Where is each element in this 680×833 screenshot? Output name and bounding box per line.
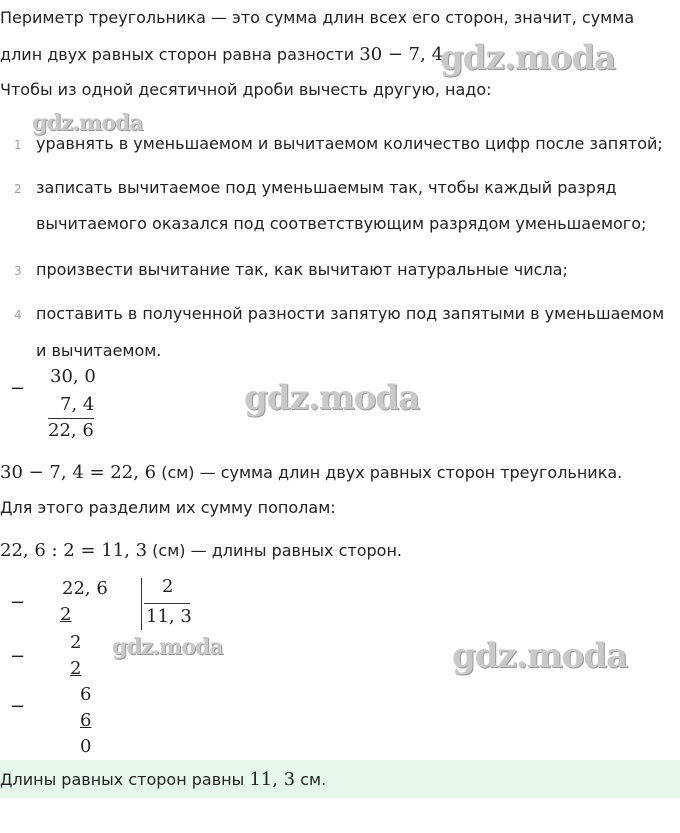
quotient: 11, 3 [146, 606, 192, 627]
division-bar [141, 578, 142, 630]
step-number: 4 [14, 308, 22, 322]
subtraction-line [48, 418, 94, 419]
partial-dividend: 2 [70, 632, 82, 653]
step-text: записать вычитаемое под уменьшаемым так, чтобы каждый разряд [36, 178, 617, 197]
step-text: и вычитаемом. [36, 341, 162, 360]
answer-text: Длины равных сторон равны [0, 770, 250, 789]
result-side-math: 22, 6 : 2 = 11, 3 [0, 540, 148, 561]
step-text: вычитаемого оказался под соответствующим разрядом уменьшаемого; [36, 214, 647, 233]
divisor-line [144, 603, 190, 604]
divisor: 2 [162, 576, 174, 597]
dividend: 22, 6 [62, 578, 108, 599]
step-text: поставить в полученной разности запятую под запятыми в уменьшаемом [36, 304, 665, 323]
answer-math: 11, 3 [249, 769, 296, 790]
subtrahend: 7, 4 [60, 394, 95, 415]
partial-product: 2 [70, 658, 82, 679]
result-sum-text: (см) — сумма длин двух равных сторон треугольника. [156, 463, 623, 482]
partial-product: 2 [60, 604, 72, 625]
step-text: произвести вычитание так, как вычитают натуральные числа; [36, 260, 568, 279]
halve-text: Для этого разделим их сумму пополам: [0, 498, 336, 517]
remainder: 0 [80, 736, 92, 757]
intro-line-2-math: 30 − 7, 4. [359, 44, 449, 65]
result-side-line [0, 540, 402, 561]
step-number: 3 [14, 264, 22, 278]
answer-unit: см. [295, 770, 327, 789]
watermark: gdz.moda [112, 634, 223, 660]
result-sum-math: 30 − 7, 4 = 22, 6 [0, 462, 157, 483]
minus-sign: − [10, 592, 26, 613]
rule-intro: Чтобы из одной десятичной дроби вычесть другую, надо: [0, 80, 492, 99]
answer-line [0, 769, 326, 790]
partial-dividend: 6 [80, 684, 92, 705]
intro-line-1: Периметр треугольника — это сумма длин всех его сторон, значит, сумма [0, 8, 635, 27]
step-number: 1 [14, 138, 22, 152]
result-sum-line [0, 462, 622, 483]
watermark: gdz.moda [440, 38, 616, 78]
difference: 22, 6 [48, 420, 94, 441]
minuend: 30, 0 [50, 366, 96, 387]
intro-line-2-text: длин двух равных сторон равна разности [0, 45, 360, 64]
step-number: 2 [14, 182, 22, 196]
step-text: уравнять в уменьшаемом и вычитаемом количество цифр после запятой; [36, 134, 663, 153]
minus-sign: − [10, 646, 26, 667]
watermark: gdz.moda [32, 110, 143, 136]
result-side-text: (см) — длины равных сторон. [147, 541, 403, 560]
watermark: gdz.moda [244, 378, 420, 418]
partial-product: 6 [80, 710, 92, 731]
minus-sign: − [10, 696, 26, 717]
watermark: gdz.moda [452, 636, 628, 676]
intro-line-2 [0, 44, 449, 65]
answer-box [0, 760, 680, 798]
minus-sign: − [10, 378, 26, 399]
